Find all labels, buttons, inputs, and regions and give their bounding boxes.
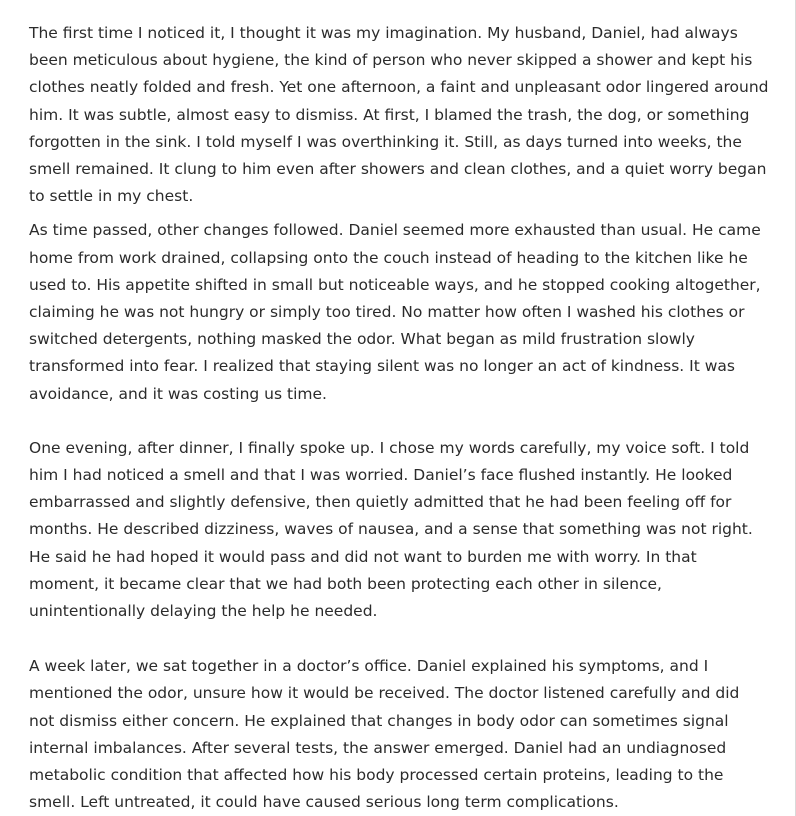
paragraph-4: A week later, we sat together in a doctor’s office. Daniel explained his symptoms, and I mentioned the odor, unsure how it would be received. The doctor listened carefully and did not dismiss either concern. He explained that changes in body odor can sometimes signal internal imbalances. After several tests, the answer emerged. Daniel had an undiagnosed metabolic condition that affected how his body processed certain proteins, leading to the smell. Left untreated, it could have caused serious long term complications.	[29, 657, 740, 812]
article-body	[29, 20, 769, 816]
paragraph-2: As time passed, other changes followed. Daniel seemed more exhausted than usual. He came home from work drained, collapsing onto the couch instead of heading to the kitchen like he used to. His appetite shifted in small but noticeable ways, and he stopped cooking altogether, claiming he was not hungry or simply too tired. No matter how often I washed his clothes or switched detergents, nothing masked the odor. What began as mild frustration slowly transformed into fear. I realized that staying silent was no longer an act of kindness. It was avoidance, and it was costing us time.	[29, 221, 761, 403]
paragraph-1: The first time I noticed it, I thought it was my imagination. My husband, Daniel, had always been meticulous about hygiene, the kind of person who never skipped a shower and kept his clothes neatly folded and fresh. Yet one afternoon, a faint and unpleasant odor lingered around him. It was subtle, almost easy to dismiss. At first, I blamed the trash, the dog, or something forgotten in the sink. I told myself I was overthinking it. Still, as days turned into weeks, the smell remained. It clung to him even after showers and clean clothes, and a quiet worry began to settle in my chest.	[29, 24, 769, 206]
paragraph-3: One evening, after dinner, I finally spoke up. I chose my words carefully, my voice soft. I told him I had noticed a smell and that I was worried. Daniel’s face flushed instantly. He looked embarrassed and slightly defensive, then quietly admitted that he had been feeling off for months. He described dizziness, waves of nausea, and a sense that something was not right. He said he had hoped it would pass and did not want to burden me with worry. In that moment, it became clear that we had both been protecting each other in silence, unintentionally delaying the help he needed.	[29, 438, 753, 621]
